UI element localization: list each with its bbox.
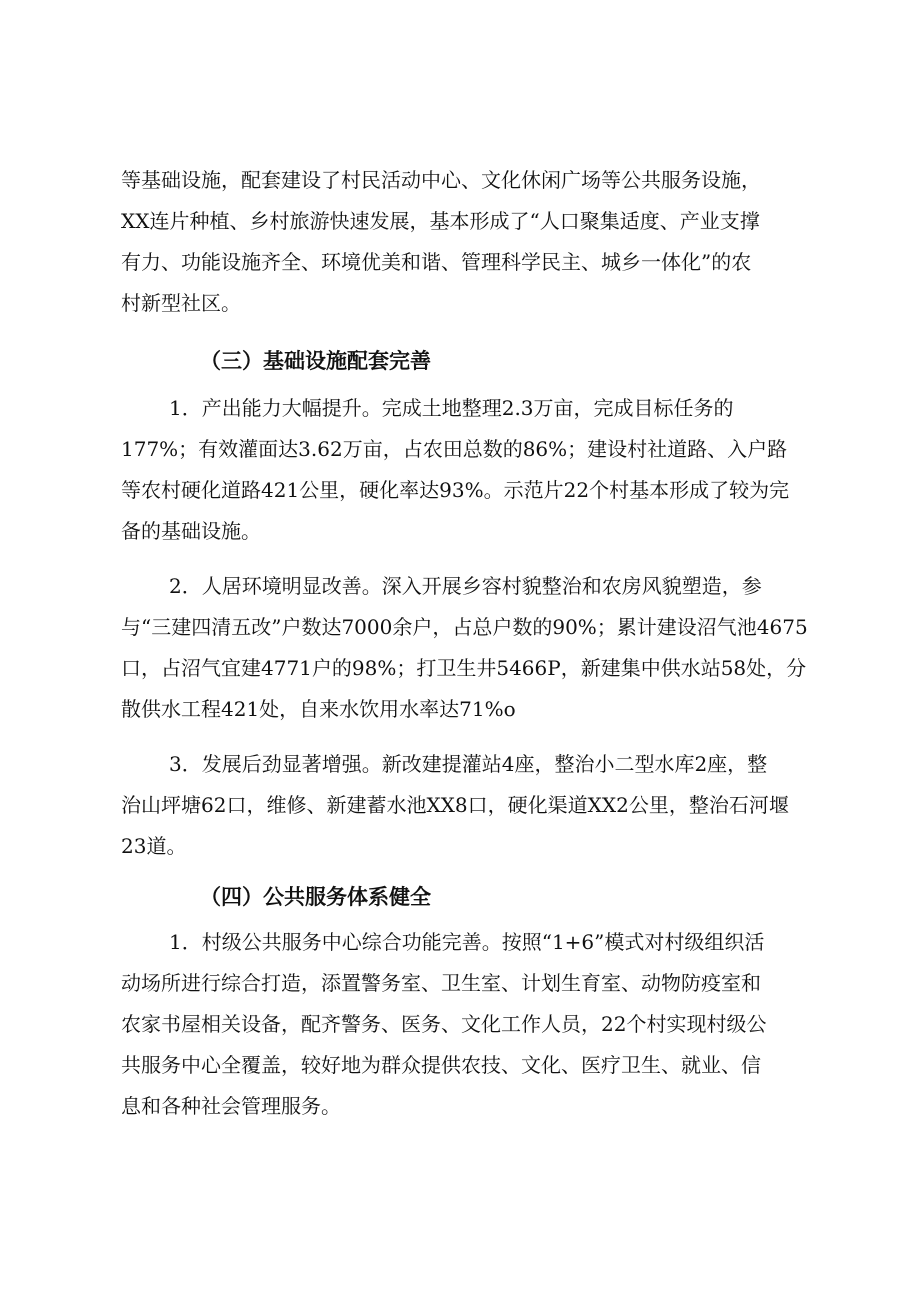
- paragraph-line: 村新型社区。: [121, 291, 241, 315]
- paragraph-line: 177%；有效灌面达3.62万亩，占农田总数的86%；建设村社道路、入户路: [121, 437, 788, 461]
- section-3-item-2: [121, 566, 811, 730]
- paragraph-line: 等基础设施，配套建设了村民活动中心、文化休闲广场等公共服务设施，: [121, 168, 761, 192]
- paragraph-line: 3．发展后劲显著增强。新改建提灌站4座，整治小二型水库2座，整: [169, 752, 768, 776]
- paragraph-line: 有力、功能设施齐全、环境优美和谐、管理科学民主、城乡一体化”的农: [121, 250, 752, 274]
- section-3-item-3: [121, 744, 811, 867]
- paragraph-line: 息和各种社会管理服务。: [121, 1094, 341, 1118]
- intro-paragraph: [121, 160, 811, 324]
- paragraph-line: 与“三建四清五改”户数达7000余户，占总户数的90%；累计建设沼气池4675: [121, 615, 808, 639]
- paragraph-line: 口，占沼气宜建4771户的98%；打卫生井5466P，新建集中供水站58处，分: [121, 656, 807, 680]
- paragraph-line: XX连片种植、乡村旅游快速发展，基本形成了“人口聚集适度、产业支撑: [121, 209, 760, 233]
- paragraph-line: 2．人居环境明显改善。深入开展乡容村貌整治和农房风貌塑造，参: [169, 574, 762, 598]
- paragraph-line: 1．产出能力大幅提升。完成土地整理2.3万亩，完成目标任务的: [169, 396, 734, 420]
- section-3-item-1: [121, 388, 811, 552]
- paragraph-line: 农家书屋相关设备，配齐警务、医务、文化工作人员，22个村实现村级公: [121, 1012, 767, 1036]
- paragraph-line: 散供水工程421处，自来水饮用水率达71%o: [121, 697, 516, 721]
- section-4-item-1: [121, 922, 811, 1127]
- paragraph-line: 共服务中心全覆盖，较好地为群众提供农技、文化、医疗卫生、就业、信: [121, 1053, 761, 1077]
- paragraph-line: 动场所进行综合打造，添置警务室、卫生室、计划生育室、动物防疫室和: [121, 971, 761, 995]
- paragraph-line: 治山坪塘62口，维修、新建蓄水池XX8口，硬化渠道XX2公里，整治石河堰: [121, 793, 789, 817]
- section-3-heading: （三）基础设施配套完善: [200, 348, 431, 373]
- paragraph-line: 等农村硬化道路421公里，硬化率达93%。示范片22个村基本形成了较为完: [121, 478, 790, 502]
- paragraph-line: 1．村级公共服务中心综合功能完善。按照“1+6”模式对村级组织活: [169, 930, 765, 954]
- section-4-heading: （四）公共服务体系健全: [200, 884, 431, 909]
- paragraph-line: 备的基础设施。: [121, 519, 261, 543]
- paragraph-line: 23道。: [121, 834, 187, 858]
